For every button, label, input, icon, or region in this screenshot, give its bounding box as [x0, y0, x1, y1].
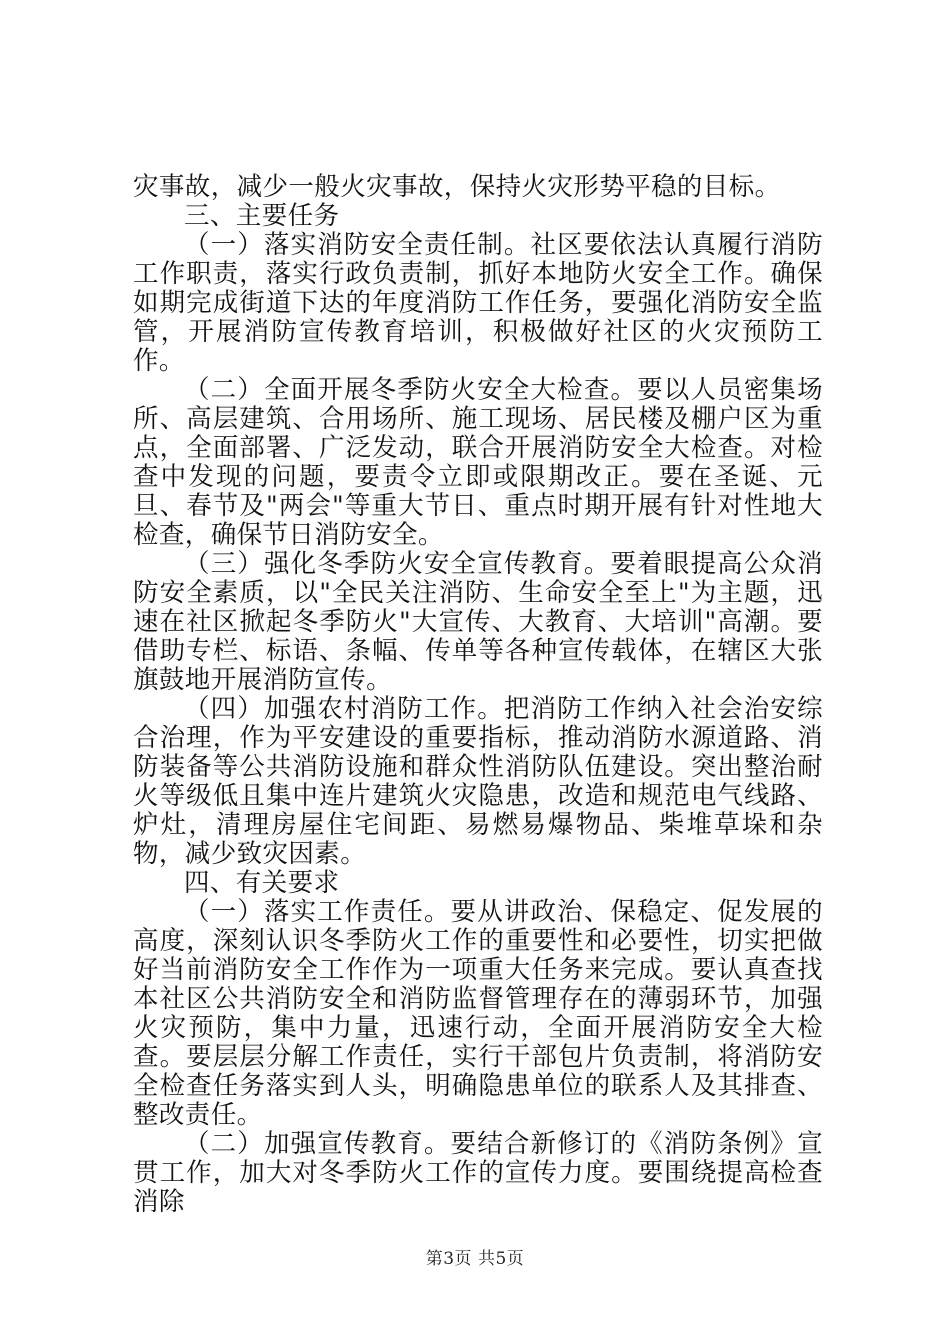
- paragraph: 灾事故，减少一般火灾事故，保持火灾形势平稳的目标。: [133, 172, 781, 202]
- page-number-footer: 第3页 共5页: [425, 1249, 525, 1269]
- paragraph: （一）落实消防安全责任制。社区要依法认真履行消防工作职责，落实行政负责制，抓好本地防火安全工作。确保如期完成街道下达的年度消防工作任务，要强化消防安全监管，开展消防宣传教育培训，积极做好社区的火灾预防工作。: [133, 230, 823, 376]
- paragraph: （四）加强农村消防工作。把消防工作纳入社会治安综合治理，作为平安建设的重要指标，推动消防水源道路、消防装备等公共消防设施和群众性消防队伍建设。突出整治耐火等级低且集中连片建筑火灾隐患，改造和规范电气线路、炉灶，清理房屋住宅间距、易燃易爆物品、柴堆草垛和杂物，减少致灾因素。: [133, 694, 823, 869]
- section-heading-main-tasks: 三、主要任务: [184, 201, 340, 231]
- paragraph: （三）强化冬季防火安全宣传教育。要着眼提高公众消防安全素质，以"全民关注消防、生命安全至上"为主题，迅速在社区掀起冬季防火"大宣传、大教育、大培训"高潮。要借助专栏、标语、条幅、传单等各种宣传载体，在辖区大张旗鼓地开展消防宣传。: [133, 549, 823, 695]
- paragraph: （二）全面开展冬季防火安全大检查。要以人员密集场所、高层建筑、合用场所、施工现场、居民楼及棚户区为重点，全面部署、广泛发动，联合开展消防安全大检查。对检查中发现的问题，要责令立即或限期改正。要在圣诞、元旦、春节及"两会"等重大节日、重点时期开展有针对性地大检查，确保节日消防安全。: [133, 375, 823, 550]
- paragraph: （一）落实工作责任。要从讲政治、保稳定、促发展的高度，深刻认识冬季防火工作的重要性和必要性，切实把做好当前消防安全工作作为一项重大任务来完成。要认真查找本社区公共消防安全和消防监督管理存在的薄弱环节，加强火灾预防，集中力量，迅速行动，全面开展消防安全大检查。要层层分解工作责任，实行干部包片负责制，将消防安全检查任务落实到人头，明确隐患单位的联系人及其排查、整改责任。: [133, 897, 823, 1130]
- section-heading-requirements: 四、有关要求: [184, 868, 340, 898]
- paragraph: （二）加强宣传教育。要结合新修订的《消防条例》宣贯工作，加大对冬季防火工作的宣传力度。要围绕提高检查消除: [133, 1129, 823, 1217]
- document-body: [133, 173, 823, 1217]
